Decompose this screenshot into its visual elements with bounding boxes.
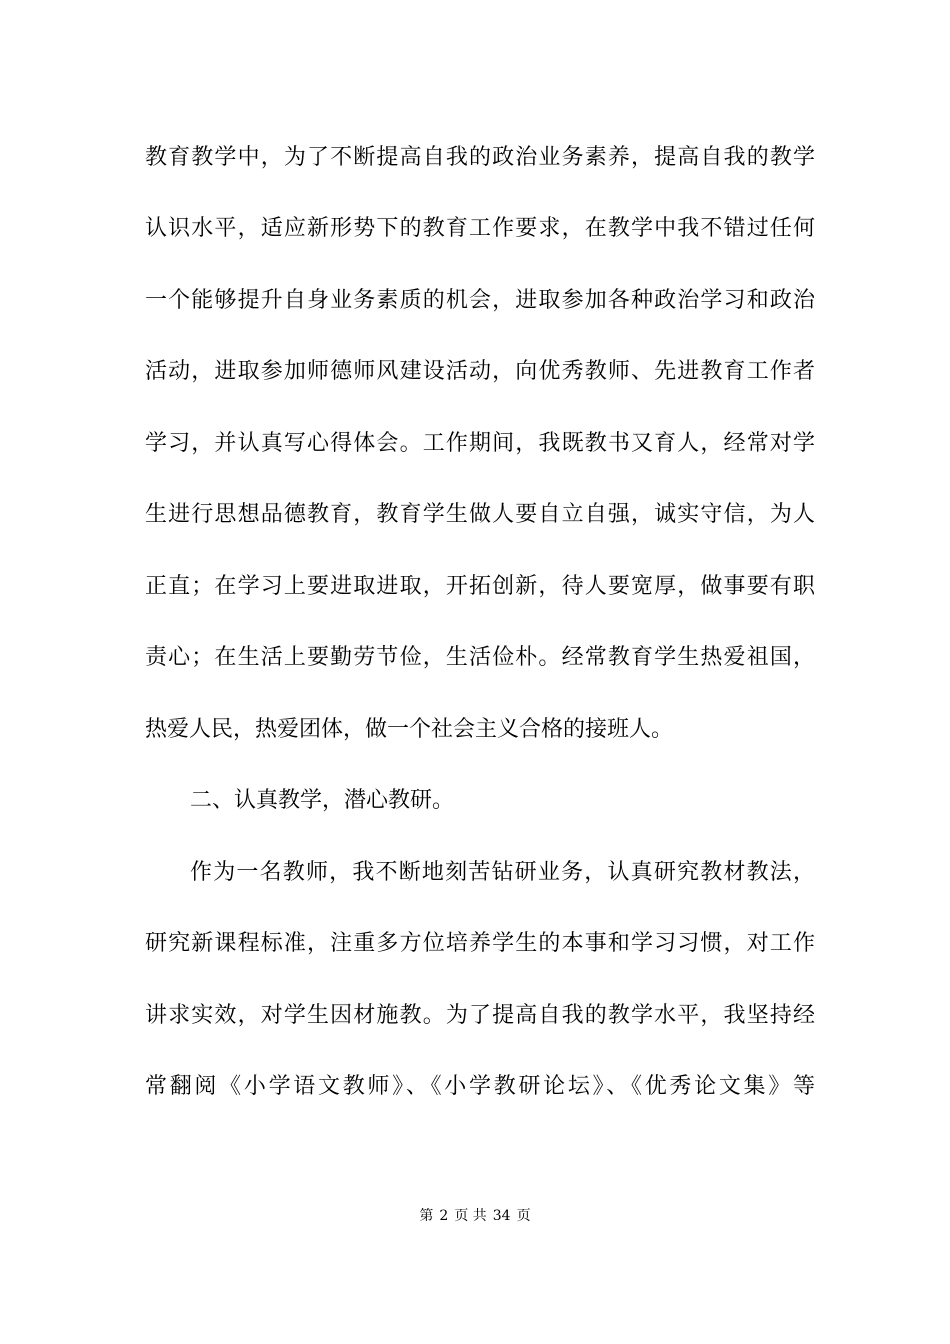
footer-total-pages: 34 <box>492 1208 511 1224</box>
text-line-9: 热爱人民，热爱团体，做一个社会主义合格的接班人。 <box>145 717 674 742</box>
footer-prefix: 第 <box>419 1208 434 1224</box>
text-line-14: 常翻阅《小学语文教师》、《小学教研论坛》、《优秀论文集》等 <box>145 1074 815 1099</box>
text-line-4: 活动，进取参加师德师风建设活动，向优秀教师、先进教育工作者 <box>145 359 815 384</box>
text-line-13: 讲求实效，对学生因材施教。为了提高自我的教学水平，我坚持经 <box>145 1003 815 1028</box>
footer-suffix: 页 <box>516 1208 531 1224</box>
text-line-6: 生进行思想品德教育，教育学生做人要自立自强，诚实守信，为人 <box>145 502 815 527</box>
text-line-2: 认识水平，适应新形势下的教育工作要求，在教学中我不错过任何 <box>145 216 815 241</box>
text-line-11: 作为一名教师，我不断地刻苦钻研业务，认真研究教材教法， <box>190 860 815 885</box>
section-heading: 二、认真教学，潜心教研。 <box>190 788 455 813</box>
text-line-12: 研究新课程标准，注重多方位培养学生的本事和学习习惯，对工作 <box>145 931 815 956</box>
text-line-5: 学习，并认真写心得体会。工作期间，我既教书又育人，经常对学 <box>145 431 815 456</box>
text-line-3: 一个能够提升自身业务素质的机会，进取参加各种政治学习和政治 <box>145 288 815 313</box>
text-line-1: 教育教学中，为了不断提高自我的政治业务素养，提高自我的教学 <box>145 145 815 170</box>
footer-page-number: 2 <box>439 1208 449 1224</box>
page-footer <box>0 1206 950 1226</box>
text-line-8: 责心；在生活上要勤劳节俭，生活俭朴。经常教育学生热爱祖国， <box>145 645 815 670</box>
footer-mid: 页 共 <box>454 1208 487 1224</box>
text-line-7: 正直；在学习上要进取进取，开拓创新，待人要宽厚，做事要有职 <box>145 574 815 599</box>
